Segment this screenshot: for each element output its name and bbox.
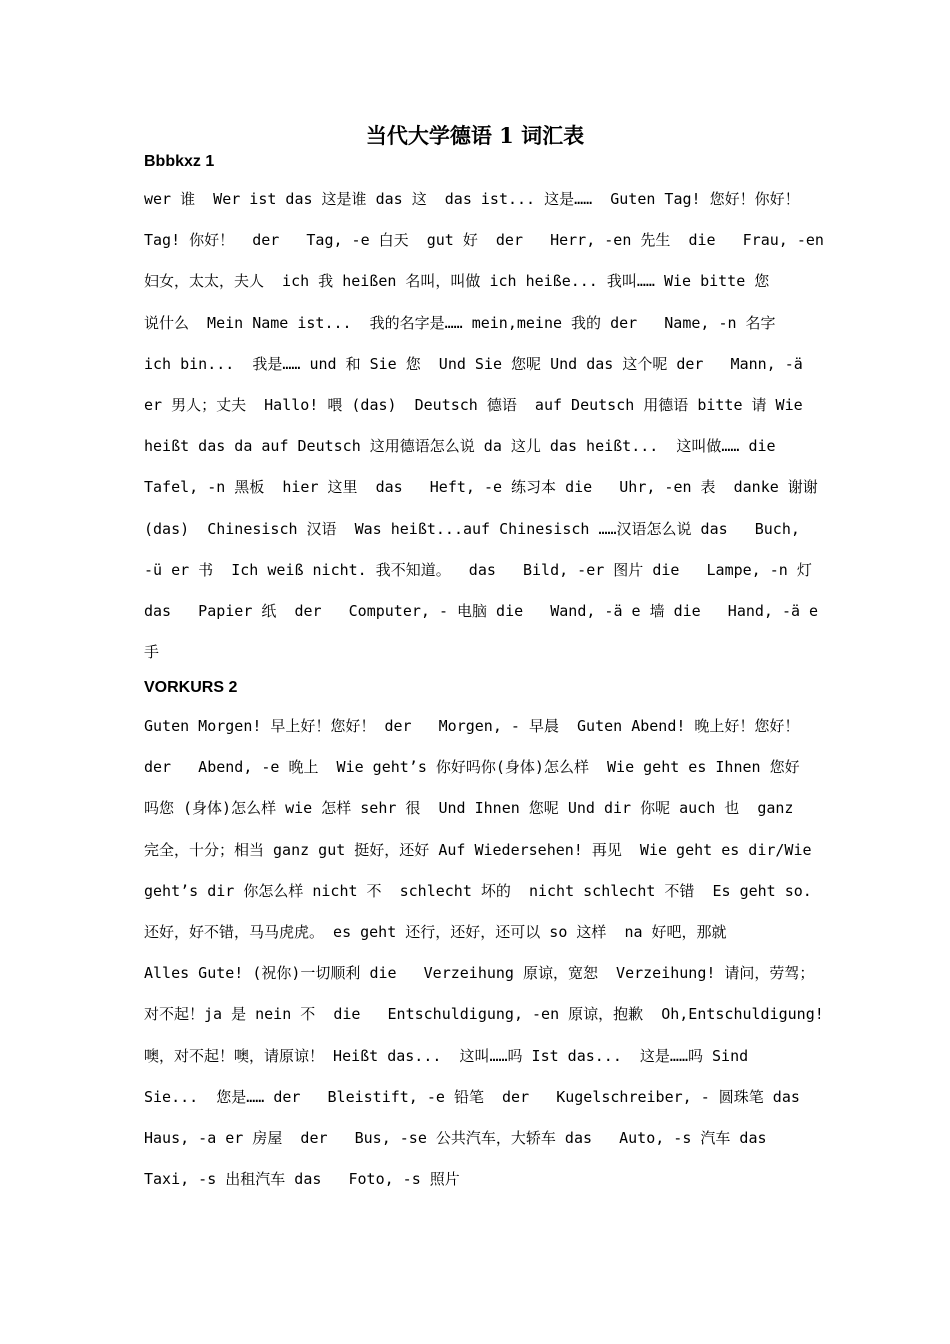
- document-title: 当代大学德语 1 词汇表: [365, 123, 585, 148]
- vocab-line: ich bin... 我是…… und 和 Sie 您 Und Sie 您呢 Und das 这个呢 der Mann, -ä: [144, 354, 803, 373]
- vocab-line: Sie... 您是…… der Bleistift, -e 铅笔 der Kugelschreiber, - 圆珠笔 das: [144, 1087, 800, 1106]
- vocab-line: 对不起！ja 是 nein 不 die Entschuldigung, -en 原谅，抱歉 Oh,Entschuldigung!: [144, 1005, 824, 1024]
- vocab-line: 说什么 Mein Name ist... 我的名字是…… mein,meine 我的 der Name, -n 名字: [144, 313, 776, 332]
- vocab-line: Tafel, -n 黑板 hier 这里 das Heft, -e 练习本 die Uhr, -en 表 danke 谢谢: [144, 478, 818, 497]
- vocab-line: Taxi, -s 出租汽车 das Foto, -s 照片: [144, 1170, 460, 1189]
- vocab-line: (das) Chinesisch 汉语 Was heißt...auf Chinesisch ……汉语怎么说 das Buch,: [144, 519, 800, 538]
- vocab-line: Guten Morgen! 早上好！您好！ der Morgen, - 早晨 Guten Abend! 晚上好！您好！: [144, 717, 800, 735]
- vocab-line: Tag! 你好！ der Tag, -e 白天 gut 好 der Herr, -en 先生 die Frau, -en: [144, 231, 824, 250]
- vocabulary-block-2: [144, 706, 824, 1200]
- vocab-line: 完全，十分；相当 ganz gut 挺好，还好 Auf Wiedersehen! 再见 Wie geht es dir/Wie: [144, 840, 812, 859]
- vocab-line: wer 谁 Wer ist das 这是谁 das 这 das ist... 这是…… Guten Tag! 您好！你好！: [144, 190, 800, 208]
- vocabulary-block-1: [144, 179, 824, 673]
- vocab-line: 手: [144, 643, 160, 662]
- vocab-line: er 男人；丈夫 Hallo! 喂 (das) Deutsch 德语 auf Deutsch 用德语 bitte 请 Wie: [144, 395, 803, 414]
- section-heading-1: Bbbkxz 1: [144, 153, 215, 170]
- vocab-line: Haus, -a er 房屋 der Bus, -se 公共汽车，大轿车 das Auto, -s 汽车 das: [144, 1128, 767, 1147]
- vocab-line: 还好，好不错，马马虎虎。 es geht 还行，还好，还可以 so 这样 na 好吧，那就: [144, 922, 727, 941]
- vocab-line: der Abend, -e 晚上 Wie geht’s 你好吗你(身体)怎么样 Wie geht es Ihnen 您好: [144, 758, 800, 777]
- vocab-line: -ü er 书 Ich weiß nicht. 我不知道。 das Bild, -er 图片 die Lampe, -n 灯: [144, 560, 812, 579]
- vocab-line: Alles Gute! (祝你)一切顺利 die Verzeihung 原谅，宽恕 Verzeihung! 请问，劳驾；: [144, 964, 815, 983]
- section-heading-2: VORKURS 2: [144, 679, 238, 696]
- vocab-line: geht’s dir 你怎么样 nicht 不 schlecht 坏的 nicht schlecht 不错 Es geht so.: [144, 881, 812, 900]
- vocab-line: 妇女，太太，夫人 ich 我 heißen 名叫，叫做 ich heiße... 我叫…… Wie bitte 您: [144, 272, 770, 291]
- vocab-line: 噢，对不起！噢，请原谅！ Heißt das... 这叫……吗 Ist das... 这是……吗 Sind: [144, 1046, 749, 1065]
- vocab-line: heißt das da auf Deutsch 这用德语怎么说 da 这儿 das heißt... 这叫做…… die: [144, 437, 776, 456]
- vocab-line: das Papier 纸 der Computer, - 电脑 die Wand, -ä e 墙 die Hand, -ä e: [144, 601, 819, 620]
- vocab-line: 吗您 (身体)怎么样 wie 怎样 sehr 很 Und Ihnen 您呢 Und dir 你呢 auch 也 ganz: [144, 799, 794, 818]
